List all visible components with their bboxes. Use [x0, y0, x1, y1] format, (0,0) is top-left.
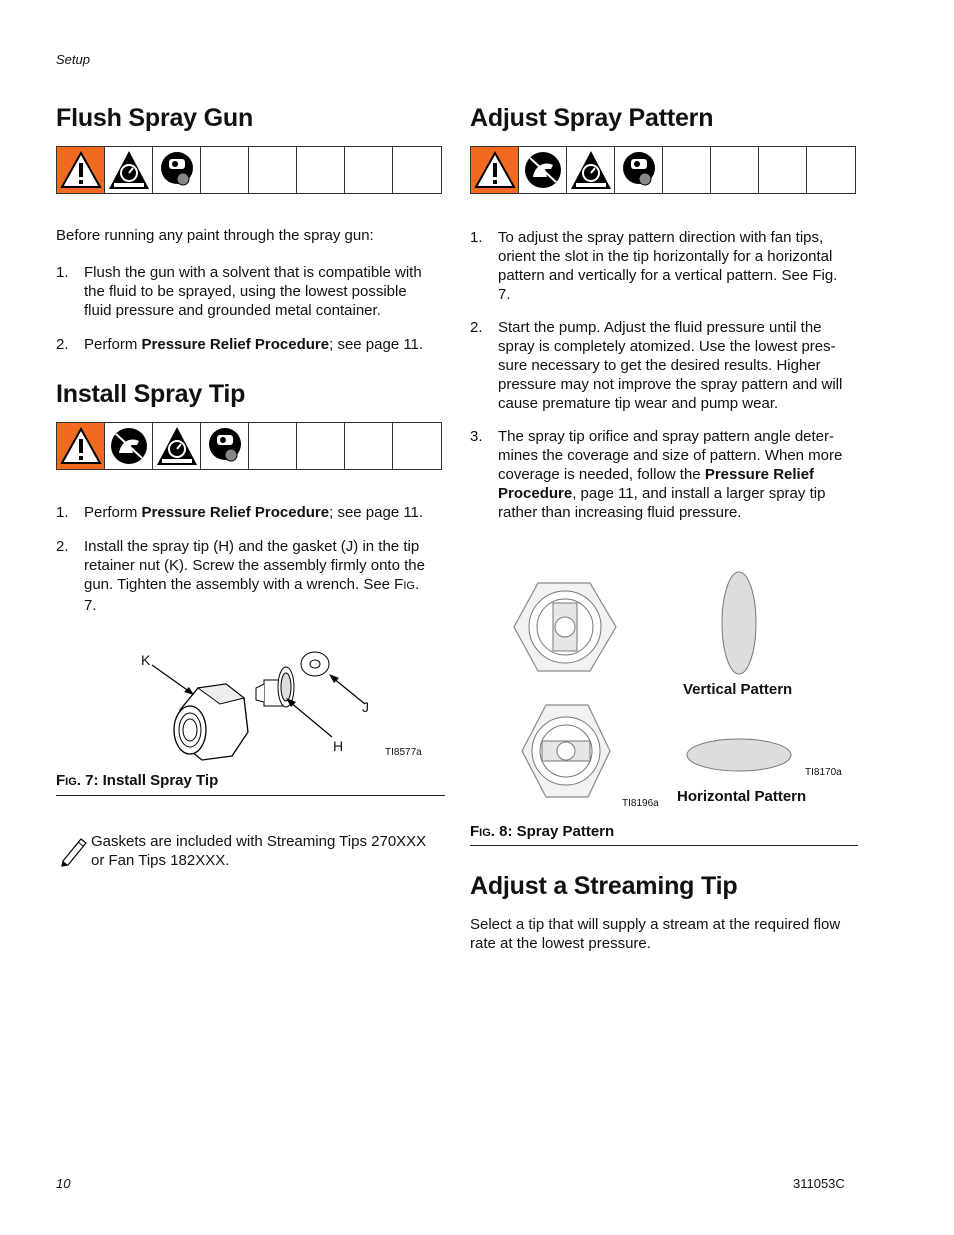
install-step-1	[56, 503, 442, 523]
figure-8-caption: FIG. 8: Spray Pattern	[470, 823, 615, 840]
line: Install the spray tip (H) and the gasket (J) in the tip	[84, 538, 420, 555]
step-number: 2.	[56, 538, 69, 555]
line: rate at the lowest pressure.	[470, 935, 651, 952]
step-text	[498, 427, 842, 522]
figure-rule	[56, 795, 445, 796]
face-shield-icon	[615, 147, 663, 193]
line: rather than increasing fluid pressure.	[498, 504, 742, 521]
pressure-icon	[153, 423, 201, 469]
line: Select a tip that will supply a stream at the required flow	[470, 916, 841, 933]
document-number: 311053C	[793, 1176, 845, 1191]
line: Procedure, page 11, and install a larger spray tip	[498, 485, 826, 502]
empty-icon-cell	[297, 423, 345, 469]
empty-icon-cell	[711, 147, 759, 193]
pencil-note-icon	[59, 833, 89, 867]
figure-7-caption: FIG. 7: Install Spray Tip	[56, 772, 219, 789]
procedure-link: Pressure Relief	[704, 466, 815, 483]
procedure-link: Pressure Relief Procedure	[141, 504, 330, 521]
flush-step-1	[56, 263, 442, 323]
step-number: 2.	[56, 336, 69, 353]
step-number: 1.	[470, 229, 483, 246]
adjust-step-2	[470, 318, 856, 414]
line: gun. Tighten the assembly with a wrench. See FIG.	[84, 576, 420, 593]
figure-id: TI8196a	[622, 798, 659, 809]
step-number: 1.	[56, 504, 69, 521]
line: mines the coverage and size of pattern. When more	[498, 447, 843, 464]
line: Gaskets are included with Streaming Tips 270XXX	[91, 833, 427, 850]
empty-icon-cell	[663, 147, 711, 193]
stream-text	[470, 915, 840, 953]
line: Flush the gun with a solvent that is compatible with	[84, 264, 422, 281]
hand-injury-icon	[105, 423, 153, 469]
flush-title: Flush Spray Gun	[56, 104, 254, 132]
vertical-pattern-shape	[722, 572, 756, 674]
stream-title: Adjust a Streaming Tip	[470, 872, 738, 900]
horizontal-pattern-shape	[687, 739, 791, 771]
line: Start the pump. Adjust the fluid pressure until the	[498, 319, 822, 336]
line: the fluid to be sprayed, using the lowest possible	[84, 283, 407, 300]
step-text: Perform Pressure Relief Procedure; see page 11.	[84, 336, 424, 353]
empty-icon-cell	[345, 423, 393, 469]
vertical-pattern-label: Vertical Pattern	[683, 681, 793, 698]
line: spray is completely atomized. Use the lowest pres-	[498, 338, 836, 355]
warning-icon	[57, 423, 105, 469]
line: orient the slot in the tip horizontally for a horizontal	[498, 248, 833, 265]
figure-id: TI8577a	[385, 747, 422, 758]
step-number: 2.	[470, 319, 483, 336]
figure-rule	[470, 845, 858, 846]
adjust-warning-bar	[470, 146, 856, 194]
empty-icon-cell	[393, 423, 441, 469]
empty-icon-cell	[759, 147, 807, 193]
step-text	[84, 263, 422, 320]
procedure-link: Pressure Relief Procedure	[141, 336, 330, 353]
flush-warning-bar	[56, 146, 442, 194]
line: cause premature tip wear and pump wear.	[498, 395, 779, 412]
install-warning-bar	[56, 422, 442, 470]
page-number: 10	[56, 1176, 71, 1191]
note-text	[91, 832, 426, 870]
label-h: H	[333, 738, 344, 754]
spray-pattern-diagram	[510, 565, 850, 815]
step-text	[498, 318, 842, 413]
label-k: K	[141, 652, 151, 668]
warning-icon	[57, 147, 105, 193]
step-text: Perform Pressure Relief Procedure; see page 11.	[84, 504, 424, 521]
pressure-icon	[105, 147, 153, 193]
retainer-nut-k	[174, 684, 248, 760]
line: pattern and vertically for a vertical pattern. See Fig.	[498, 267, 838, 284]
flush-intro: Before running any paint through the spray gun:	[56, 227, 374, 244]
line: 7.	[498, 286, 511, 303]
section-label: Setup	[56, 52, 90, 67]
vertical-slot-tip	[514, 583, 616, 671]
line: sure necessary to get the desired results. Higher	[498, 357, 821, 374]
flush-step-2	[56, 335, 442, 355]
empty-icon-cell	[393, 147, 441, 193]
empty-icon-cell	[249, 147, 297, 193]
empty-icon-cell	[345, 147, 393, 193]
line: retainer nut (K). Screw the assembly firmly onto the	[84, 557, 425, 574]
install-title: Install Spray Tip	[56, 380, 246, 408]
line: or Fan Tips 182XXX.	[91, 852, 230, 869]
procedure-link: Procedure	[498, 485, 573, 502]
install-step-2	[56, 537, 442, 617]
line: fluid pressure and grounded metal container.	[84, 302, 381, 319]
empty-icon-cell	[249, 423, 297, 469]
line: To adjust the spray pattern direction with fan tips,	[498, 229, 824, 246]
line: 7.	[84, 597, 97, 614]
step-number: 3.	[470, 428, 483, 445]
adjust-step-3	[470, 427, 856, 523]
line: The spray tip orifice and spray pattern angle deter-	[498, 428, 835, 445]
empty-icon-cell	[297, 147, 345, 193]
face-shield-icon	[153, 147, 201, 193]
line: coverage is needed, follow the Pressure Relief	[498, 466, 815, 483]
empty-icon-cell	[807, 147, 855, 193]
horizontal-slot-tip	[522, 705, 610, 797]
step-text	[84, 537, 425, 615]
face-shield-icon	[201, 423, 249, 469]
label-j: J	[362, 699, 369, 715]
step-number: 1.	[56, 264, 69, 281]
gasket-j	[301, 652, 329, 676]
hand-injury-icon	[519, 147, 567, 193]
figure-id: TI8170a	[805, 767, 842, 778]
adjust-step-1	[470, 228, 856, 308]
pressure-icon	[567, 147, 615, 193]
empty-icon-cell	[201, 147, 249, 193]
horizontal-pattern-label: Horizontal Pattern	[677, 788, 807, 805]
step-text	[498, 228, 837, 304]
warning-icon	[471, 147, 519, 193]
line: pressure may not improve the spray pattern and will	[498, 376, 843, 393]
adjust-title: Adjust Spray Pattern	[470, 104, 714, 132]
